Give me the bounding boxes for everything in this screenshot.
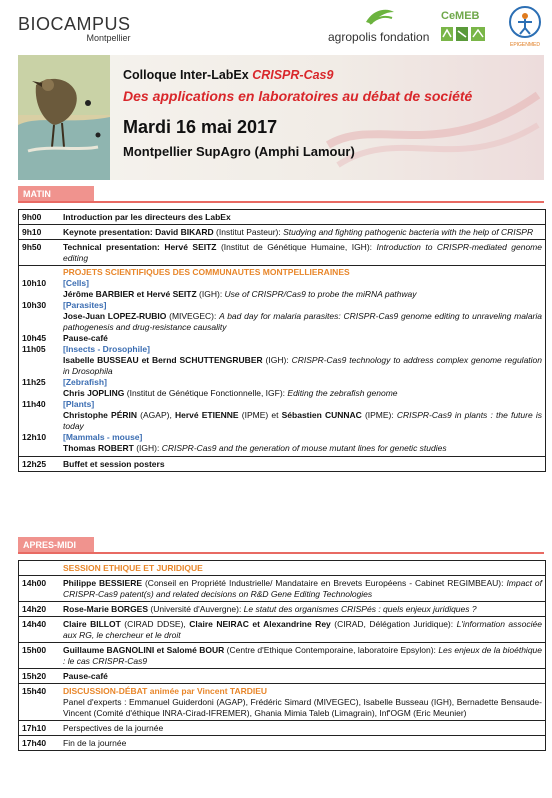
row-time: 14h40 <box>22 619 47 629</box>
row-time: 10h10 <box>22 278 47 288</box>
talk-title: Introduction to CRISPR-mediated genome editing <box>63 242 542 263</box>
banner-crispr: CRISPR-Cas9 <box>252 68 334 82</box>
table-row <box>19 617 545 643</box>
biocampus-name: BIOCAMPUS <box>18 14 131 34</box>
row-time: 9h50 <box>22 242 42 252</box>
row-title: Introduction par les directeurs des LabEx <box>63 212 231 222</box>
row-text <box>63 457 545 471</box>
section-label-matin: MATIN <box>18 186 94 202</box>
projects-group <box>19 266 545 457</box>
break-label: Pause-café <box>63 671 108 681</box>
row-time: 12h25 <box>22 459 47 469</box>
affiliation: (AGAP), <box>137 410 175 420</box>
section-label-apres-midi: APRES-MIDI <box>18 537 94 553</box>
row-text: Fin de la journée <box>63 738 127 748</box>
debate-heading: DISCUSSION-DÉBAT animée par Vincent TARDIEU <box>63 686 268 696</box>
row-text <box>63 643 545 668</box>
section-rule <box>18 552 544 554</box>
biocampus-sub: Montpellier <box>86 33 131 43</box>
table-row <box>19 225 545 240</box>
row-time: 12h10 <box>22 432 47 442</box>
cemeb-name: CeMEB <box>441 10 480 22</box>
speaker: Christophe PÉRIN <box>63 410 137 420</box>
row-time: 17h40 <box>22 738 47 748</box>
section-header-apres-midi <box>18 537 544 553</box>
talk-title: Impact of CRISPR-Cas9 patent(s) and related decisions on R&D Gene Editing Technologies <box>63 578 543 599</box>
row-text <box>63 617 545 642</box>
biocampus-logo <box>18 14 131 43</box>
speaker: Jose-Juan LOPEZ-RUBIO <box>63 311 167 321</box>
table-row <box>19 721 545 736</box>
affiliation: (IPME): <box>361 410 397 420</box>
table-row <box>19 643 545 669</box>
table-row <box>19 602 545 617</box>
epigenmed-name: EPIGENMED <box>509 42 540 48</box>
talk-title: Les enjeux de la bioéthique : le cas CRISPR-Cas9 <box>63 645 542 666</box>
speaker: Keynote presentation: David BIKARD <box>63 227 214 237</box>
affiliation: (IGH): <box>262 355 292 365</box>
affiliation: (Université d'Auvergne): <box>148 604 244 614</box>
row-text <box>63 289 545 300</box>
row-time: 15h00 <box>22 645 47 655</box>
affiliation: (IGH): <box>196 289 225 299</box>
table-row <box>19 240 545 266</box>
schedule-table-afternoon <box>18 560 546 751</box>
table-row <box>19 684 545 721</box>
row-title: Buffet et session posters <box>63 459 165 469</box>
row-text <box>63 225 545 239</box>
affiliation: (CIRAD, Délégation Juridique): <box>330 619 457 629</box>
table-row <box>19 576 545 602</box>
epigenmed-logo <box>504 6 546 50</box>
row-text <box>63 669 545 683</box>
table-row <box>19 736 545 750</box>
row-time: 14h20 <box>22 604 47 614</box>
affiliation: (Institut de Génétique Humaine, IGH): <box>216 242 377 252</box>
speaker: Hervé ETIENNE <box>174 410 239 420</box>
talk-title: Le statut des organismes CRISPés : quels enjeux juridiques ? <box>243 604 477 614</box>
cemeb-graphic-icon <box>441 27 485 41</box>
row-text <box>63 210 545 224</box>
banner-colloque <box>123 68 333 82</box>
row-time: 11h05 <box>22 344 46 354</box>
speaker: Isabelle BUSSEAU et Bernd SCHUTTENGRUBER <box>63 355 263 365</box>
row-text <box>63 333 545 344</box>
talk-title: Editing the zebrafish genome <box>287 388 398 398</box>
talk-title: CRISPR-Cas9 and the generation of mouse mutant lines for genetic studies <box>161 443 447 453</box>
talk-title: Use of CRISPR/Cas9 to probe the miRNA pathway <box>224 289 417 299</box>
affiliation: (MIVEGEC): <box>166 311 220 321</box>
section-rule <box>18 201 544 203</box>
projects-heading: PROJETS SCIENTIFIQUES DES COMMUNAUTES MONTPELLIERAINES <box>63 267 350 277</box>
cemeb-logo <box>437 10 491 44</box>
dna-graphic-icon <box>318 55 544 180</box>
row-text <box>63 311 545 333</box>
affiliation: (CIRAD DDSE), <box>120 619 190 629</box>
agropolis-logo <box>328 8 432 44</box>
row-text: Perspectives de la journée <box>63 723 164 733</box>
row-text <box>63 240 545 265</box>
category-label: [Plants] <box>63 399 95 409</box>
talk-title: A bad day for malaria parasites: CRISPR-Cas9 genome editing to unraveling malaria pathogenesis and drug-resistance causality <box>63 311 542 332</box>
schedule-table-morning <box>18 209 546 472</box>
row-text <box>63 410 545 432</box>
category-label: [Cells] <box>63 278 89 288</box>
section-header-matin <box>18 186 544 202</box>
row-time: 10h45 <box>22 333 47 343</box>
table-row <box>19 457 545 471</box>
speaker: Claire NEIRAC et Alexandrine Rey <box>189 619 331 629</box>
category-label: [Mammals - mouse] <box>63 432 143 442</box>
speaker: Technical presentation: Hervé SEITZ <box>63 242 217 252</box>
affiliation: (Conseil en Propriété Industrielle/ Mandataire en Brevets Européens - Cabinet REGIMBEAU): <box>142 578 507 588</box>
row-text <box>63 388 545 399</box>
speaker: Claire BILLOT <box>63 619 121 629</box>
affiliation: (Institut Pasteur): <box>213 227 284 237</box>
row-time: 10h30 <box>22 300 47 310</box>
leaf-icon <box>364 8 396 26</box>
affiliation: (Institut de Génétique Fonctionnelle, IGF): <box>124 388 288 398</box>
speaker: Guillaume BAGNOLINI et Salomé BOUR <box>63 645 225 655</box>
bird-illustration-icon <box>18 55 110 180</box>
banner-venue: Montpellier SupAgro (Amphi Lamour) <box>123 144 355 159</box>
row-time: 9h00 <box>22 212 42 222</box>
speaker: Philippe BESSIERE <box>63 578 143 588</box>
category-label: [Parasites] <box>63 300 107 310</box>
speaker: Thomas ROBERT <box>63 443 134 453</box>
person-icon <box>509 6 541 38</box>
affiliation: (IPME) et <box>238 410 282 420</box>
category-label: [Zebrafish] <box>63 377 107 387</box>
table-row <box>19 669 545 684</box>
row-text <box>63 602 545 616</box>
event-banner <box>18 55 544 180</box>
talk-title: L'information associée aux RG, le chercheur et le droit <box>63 619 542 640</box>
category-label: [Insects - Drosophile] <box>63 344 150 354</box>
talk-title: CRISPR-Cas9 technology to address complex genome regulation in Drosophila <box>63 355 543 376</box>
speaker: Sébastien CUNNAC <box>281 410 362 420</box>
speaker: Chris JOPLING <box>63 388 125 398</box>
banner-subtitle: Des applications en laboratoires au débat de société <box>123 88 473 104</box>
table-row <box>19 210 545 225</box>
row-time: 11h25 <box>22 377 46 387</box>
banner-date: Mardi 16 mai 2017 <box>123 117 278 137</box>
row-time: 11h40 <box>22 399 46 409</box>
row-text <box>63 684 545 720</box>
affiliation: (Centre d'Ethique Contemporaine, laboratoire Epsylon): <box>224 645 439 655</box>
ethics-heading: SESSION ETHIQUE ET JURIDIQUE <box>63 563 203 573</box>
panel-text: Panel d'experts : Emmanuel Guiderdoni (AGAP), Frédéric Simard (MIVEGEC), Isabelle Busseau (IGH), Bernadette Bensaude-Vincent (Comité d'éthique INRA-Cirad-IFREMER), Ghania Mimia Taleb (Limagrain), Inf'OGM (Eric Meunier) <box>63 697 542 718</box>
agropolis-name: agropolis fondation <box>328 30 430 44</box>
row-text <box>63 576 545 601</box>
speaker: Jérôme BARBIER et Hervé SEITZ <box>63 289 197 299</box>
table-row <box>19 561 545 576</box>
row-time: 14h00 <box>22 578 47 588</box>
row-text <box>63 355 545 377</box>
row-time: 15h20 <box>22 671 47 681</box>
break-label: Pause-café <box>63 333 108 343</box>
row-time: 15h40 <box>22 686 47 696</box>
row-time: 9h10 <box>22 227 42 237</box>
logo-bar <box>0 0 552 52</box>
speaker: Rose-Marie BORGES <box>63 604 149 614</box>
row-time: 17h10 <box>22 723 47 733</box>
banner-colloque-prefix: Colloque Inter-LabEx <box>123 68 249 82</box>
row-text <box>63 443 545 454</box>
affiliation: (IGH): <box>133 443 162 453</box>
talk-title: CRISPR-Cas9 in plants : the future is today <box>63 410 542 431</box>
talk-title: Studying and fighting pathogenic bacteria with the help of CRISPR <box>283 227 534 237</box>
